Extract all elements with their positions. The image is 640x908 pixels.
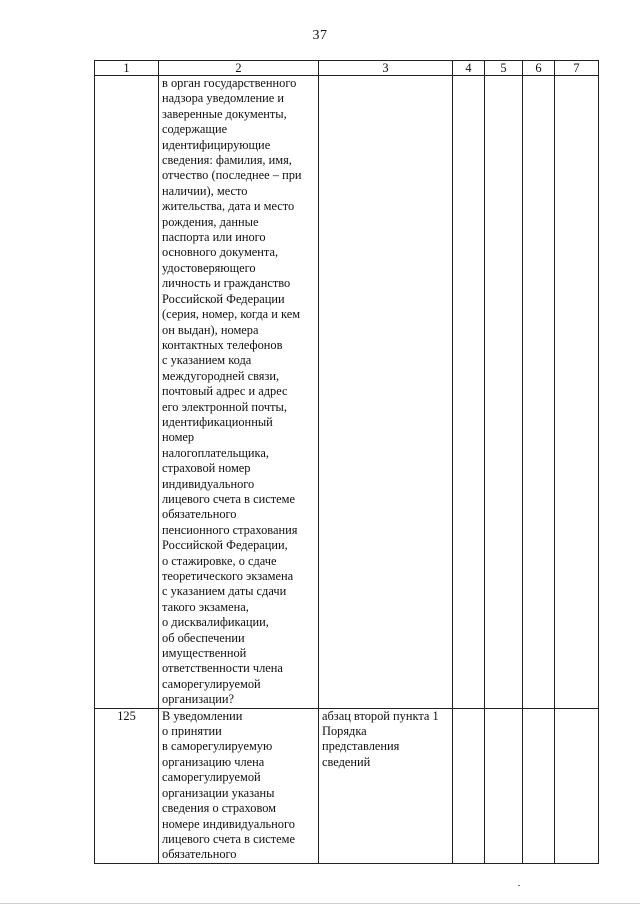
question-cell: [159, 708, 319, 863]
text-line: с указанием даты сдачи: [162, 584, 287, 599]
text-line: идентифицирующие: [162, 137, 271, 152]
text-line: налогоплательщика,: [162, 445, 269, 460]
answer-cell-4: [453, 708, 485, 863]
requirements-table: [94, 60, 599, 864]
text-line: сведения: фамилия, имя,: [162, 153, 292, 168]
text-line: контактных телефонов: [162, 337, 283, 352]
reference-text: [322, 709, 449, 771]
reference-cell: [319, 76, 453, 709]
answer-cell-6: [523, 708, 555, 863]
text-line: номер: [162, 430, 195, 445]
header-cell-1: 1: [95, 61, 159, 76]
table-header-row: [95, 61, 599, 76]
scan-edge: [0, 903, 640, 904]
text-line: саморегулируемой: [162, 770, 261, 785]
text-line: основного документа,: [162, 245, 279, 260]
answer-cell-5: [485, 708, 523, 863]
answer-cell-5: [485, 76, 523, 709]
text-line: сведения о страховом: [162, 801, 277, 816]
text-line: абзац второй пункта 1: [322, 708, 439, 723]
text-line: заверенные документы,: [162, 106, 287, 121]
text-line: жительства, дата и место: [162, 199, 295, 214]
text-line: идентификационный: [162, 414, 273, 429]
header-cell-4: 4: [453, 61, 485, 76]
text-line: обязательного: [162, 847, 237, 862]
text-line: с указанием кода: [162, 353, 252, 368]
text-line: номере индивидуального: [162, 816, 295, 831]
answer-cell-7: [555, 76, 599, 709]
text-line: содержащие: [162, 122, 228, 137]
text-line: ответственности члена: [162, 661, 283, 676]
text-line: наличии), место: [162, 183, 248, 198]
text-line: паспорта или иного: [162, 230, 266, 245]
text-line: лицевого счета в системе: [162, 491, 295, 506]
question-text: [162, 709, 315, 863]
answer-cell-7: [555, 708, 599, 863]
text-line: надзора уведомление и: [162, 91, 284, 106]
text-line: лицевого счета в системе: [162, 831, 295, 846]
text-line: Порядка: [322, 724, 367, 739]
answer-cell-4: [453, 76, 485, 709]
text-line: отчество (последнее – при: [162, 168, 302, 183]
text-line: сведений: [322, 754, 371, 769]
text-line: такого экзамена,: [162, 599, 249, 614]
text-line: представления: [322, 739, 400, 754]
text-line: о принятии: [162, 724, 222, 739]
text-line: междугородней связи,: [162, 368, 280, 383]
text-line: теоретического экзамена: [162, 569, 294, 583]
text-line: почтовый адрес и адрес: [162, 384, 288, 399]
text-line: В уведомлении: [162, 708, 243, 723]
row-number-cell: [95, 76, 159, 709]
text-line: организации указаны: [162, 785, 275, 800]
question-cell: [159, 76, 319, 709]
text-line: в орган государственного: [162, 76, 297, 90]
text-line: рождения, данные: [162, 214, 259, 229]
table-row: [95, 76, 599, 709]
text-line: имущественной: [162, 646, 247, 661]
text-line: о стажировке, о сдаче: [162, 553, 277, 568]
text-line: страховой номер: [162, 461, 251, 476]
question-text: [162, 76, 315, 708]
header-cell-5: 5: [485, 61, 523, 76]
scan-speck: [518, 885, 520, 886]
text-line: его электронной почты,: [162, 399, 287, 414]
text-line: Российской Федерации,: [162, 538, 288, 553]
table-row: [95, 708, 599, 863]
text-line: индивидуального: [162, 476, 255, 491]
text-line: саморегулируемой: [162, 676, 261, 691]
header-cell-7: 7: [555, 61, 599, 76]
page-number: 37: [312, 28, 328, 43]
header-cell-6: 6: [523, 61, 555, 76]
text-line: (серия, номер, когда и кем: [162, 307, 301, 322]
reference-cell: [319, 708, 453, 863]
text-line: обязательного: [162, 507, 237, 522]
text-line: удостоверяющего: [162, 260, 256, 275]
text-line: личность и гражданство: [162, 276, 291, 291]
row-number-cell: 125: [95, 708, 159, 863]
text-line: Российской Федерации: [162, 291, 285, 306]
answer-cell-6: [523, 76, 555, 709]
text-line: пенсионного страхования: [162, 522, 298, 537]
header-cell-3: 3: [319, 61, 453, 76]
text-line: он выдан), номера: [162, 322, 259, 337]
text-line: организации?: [162, 692, 235, 707]
text-line: организацию члена: [162, 754, 265, 769]
text-line: об обеспечении: [162, 630, 245, 645]
header-cell-2: 2: [159, 61, 319, 76]
text-line: о дисквалификации,: [162, 615, 269, 630]
text-line: в саморегулируемую: [162, 739, 273, 754]
